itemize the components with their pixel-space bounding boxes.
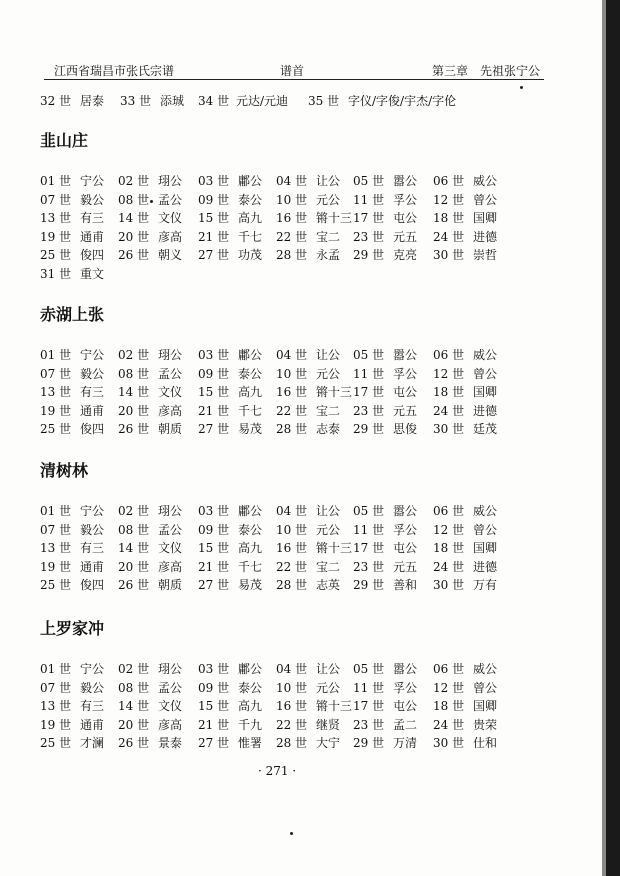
ancestor-name: 国卿: [473, 699, 498, 714]
header-chapter: 第三章 先祖张宁公: [431, 64, 540, 78]
ancestor-name: 嚣公: [393, 504, 418, 518]
ancestor-name: 添珹: [160, 94, 185, 108]
generation-number: 15 世: [198, 699, 230, 714]
ancestor-name: 朝质: [158, 422, 183, 437]
ancestor-name: 锵十三: [316, 699, 353, 714]
print-speck: [290, 832, 293, 835]
generation-number: 08 世: [118, 192, 150, 207]
section-heading: 韭山庄: [40, 131, 89, 150]
ancestor-name: 俊四: [80, 578, 105, 593]
ancestor-name: 孟二: [393, 717, 418, 732]
ancestor-name: 克亮: [393, 248, 418, 263]
ancestor-name: 易茂: [238, 422, 263, 437]
generation-number: 07 世: [40, 522, 72, 537]
generation-number: 09 世: [198, 366, 230, 381]
generation-row: [40, 697, 560, 715]
ancestor-name: 威公: [473, 174, 498, 188]
generation-row: [40, 191, 560, 209]
ancestor-name: 崇哲: [473, 248, 498, 263]
generation-number: 12 世: [433, 522, 465, 537]
generation-number: 04 世: [276, 504, 308, 518]
generation-number: 32 世: [40, 94, 72, 108]
generation-number: 17 世: [353, 541, 385, 556]
generation-number: 24 世: [433, 403, 465, 418]
ancestor-name: 泰公: [238, 192, 263, 207]
generation-number: 20 世: [118, 559, 150, 574]
ancestor-name: 孚公: [393, 192, 418, 207]
ancestor-name: 曾公: [473, 680, 498, 695]
generation-number: 17 世: [353, 699, 385, 714]
generation-number: 28 世: [276, 248, 308, 263]
ancestor-name: 重文: [80, 267, 105, 281]
generation-number: 05 世: [353, 348, 385, 362]
ancestor-name: 让公: [316, 504, 341, 518]
generation-row: [40, 92, 560, 110]
generation-number: 25 世: [40, 578, 72, 593]
ancestor-name: 嚣公: [393, 174, 418, 188]
ancestor-name: 让公: [316, 174, 341, 188]
ancestor-name: 嚣公: [393, 662, 418, 676]
ancestor-name: 仕和: [473, 736, 498, 751]
ancestor-name: 宁公: [80, 662, 105, 676]
ancestor-name: 易茂: [238, 578, 263, 593]
ancestor-name: 威公: [473, 348, 498, 362]
generation-number: 07 世: [40, 192, 72, 207]
ancestor-name: 珝公: [158, 174, 183, 188]
generation-number: 02 世: [118, 174, 150, 188]
ancestor-name: 高九: [238, 211, 263, 226]
ancestor-name: 有三: [80, 385, 105, 400]
ancestor-name: 元五: [393, 229, 418, 244]
generation-number: 01 世: [40, 174, 72, 188]
generation-number: 01 世: [40, 348, 72, 362]
ancestor-name: 俊四: [80, 248, 105, 263]
generation-number: 09 世: [198, 522, 230, 537]
generation-number: 27 世: [198, 736, 230, 751]
ancestor-name: 曾公: [473, 192, 498, 207]
ancestor-name: 屯公: [393, 541, 418, 556]
generation-number: 14 世: [118, 699, 150, 714]
ancestor-name: 泰公: [238, 366, 263, 381]
generation-number: 16 世: [276, 211, 308, 226]
generation-row: [40, 502, 560, 520]
ancestor-name: 有三: [80, 211, 105, 226]
generation-number: 08 世: [118, 366, 150, 381]
ancestor-name: 彦高: [158, 717, 183, 732]
generation-row: [40, 679, 560, 697]
generation-row: [40, 716, 560, 734]
ancestor-name: 千七: [238, 229, 263, 244]
ancestor-name: 让公: [316, 662, 341, 676]
ancestor-name: 屯公: [393, 211, 418, 226]
generation-number: 07 世: [40, 366, 72, 381]
generation-number: 03 世: [198, 348, 230, 362]
generation-number: 26 世: [118, 422, 150, 437]
ancestor-name: 鄘公: [238, 174, 263, 188]
generation-number: 19 世: [40, 403, 72, 418]
generation-number: 22 世: [276, 403, 308, 418]
generation-number: 25 世: [40, 422, 72, 437]
generation-number: 04 世: [276, 348, 308, 362]
ancestor-name: 孟公: [158, 680, 183, 695]
ancestor-name: 泰公: [238, 680, 263, 695]
ancestor-name: 万有: [473, 578, 498, 593]
ancestor-name: 宁公: [80, 348, 105, 362]
ancestor-name: 居泰: [80, 94, 105, 108]
ancestor-name: 屯公: [393, 699, 418, 714]
ancestor-name: 进德: [473, 229, 498, 244]
ancestor-name: 泰公: [238, 522, 263, 537]
generation-number: 13 世: [40, 699, 72, 714]
ancestor-name: 孚公: [393, 522, 418, 537]
ancestor-name: 宁公: [80, 174, 105, 188]
ancestor-name: 元公: [316, 680, 341, 695]
header-section: 谱首: [280, 64, 305, 78]
generation-number: 05 世: [353, 662, 385, 676]
generation-number: 17 世: [353, 211, 385, 226]
ancestor-name: 国卿: [473, 385, 498, 400]
ancestor-name: 孚公: [393, 680, 418, 695]
generation-number: 17 世: [353, 385, 385, 400]
generation-number: 30 世: [433, 248, 465, 263]
ancestor-name: 高九: [238, 385, 263, 400]
generation-row: [40, 539, 560, 557]
generation-number: 29 世: [353, 736, 385, 751]
ancestor-name: 元公: [316, 366, 341, 381]
generation-number: 33 世: [120, 94, 152, 108]
ancestor-name: 锵十三: [316, 541, 353, 556]
header-book-title: 江西省瑞昌市张氏宗谱: [54, 64, 175, 78]
generation-number: 18 世: [433, 541, 465, 556]
generation-number: 29 世: [353, 422, 385, 437]
generation-number: 12 世: [433, 680, 465, 695]
generation-number: 15 世: [198, 385, 230, 400]
generation-number: 19 世: [40, 559, 72, 574]
ancestor-name: 有三: [80, 699, 105, 714]
generation-row: [40, 521, 560, 539]
ancestor-name: 毅公: [80, 522, 105, 537]
ancestor-name: 景泰: [158, 736, 183, 751]
generation-number: 27 世: [198, 578, 230, 593]
ancestor-name: 曾公: [473, 522, 498, 537]
generation-number: 30 世: [433, 578, 465, 593]
generation-row: [40, 402, 560, 420]
ancestor-name: 宁公: [80, 504, 105, 518]
ancestor-name: 才澜: [80, 736, 105, 751]
generation-number: 12 世: [433, 192, 465, 207]
generation-number: 23 世: [353, 403, 385, 418]
generation-number: 06 世: [433, 348, 465, 362]
generation-number: 23 世: [353, 229, 385, 244]
generation-number: 13 世: [40, 211, 72, 226]
ancestor-name: 千七: [238, 403, 263, 418]
generation-row: [40, 558, 560, 576]
generation-number: 15 世: [198, 541, 230, 556]
generation-row: [40, 265, 560, 283]
generation-number: 19 世: [40, 717, 72, 732]
ancestor-name: 让公: [316, 348, 341, 362]
ancestor-name: 进德: [473, 403, 498, 418]
ancestor-name: 元五: [393, 403, 418, 418]
ancestor-name: 千七: [238, 559, 263, 574]
generation-number: 14 世: [118, 385, 150, 400]
ancestor-name: 珝公: [158, 348, 183, 362]
generation-number: 21 世: [198, 559, 230, 574]
ancestor-name: 宝二: [316, 229, 341, 244]
page-header: [44, 60, 540, 80]
generation-number: 27 世: [198, 248, 230, 263]
generation-number: 27 世: [198, 422, 230, 437]
generation-number: 10 世: [276, 192, 308, 207]
ancestor-name: 善和: [393, 578, 418, 593]
ancestor-name: 万清: [393, 736, 418, 751]
generation-number: 30 世: [433, 736, 465, 751]
ancestor-name: 彦高: [158, 403, 183, 418]
section-heading: 上罗家冲: [40, 619, 105, 638]
ancestor-name: 孟公: [158, 366, 183, 381]
generation-number: 09 世: [198, 680, 230, 695]
generation-row: [40, 346, 560, 364]
generation-row: [40, 734, 560, 752]
ancestor-name: 元公: [316, 522, 341, 537]
generation-number: 29 世: [353, 578, 385, 593]
ancestor-name: 孟公: [158, 192, 183, 207]
section-heading: 赤湖上张: [40, 305, 105, 324]
generation-number: 08 世: [118, 680, 150, 695]
generation-number: 25 世: [40, 736, 72, 751]
generation-number: 29 世: [353, 248, 385, 263]
generation-number: 22 世: [276, 559, 308, 574]
ancestor-name: 国卿: [473, 541, 498, 556]
ancestor-name: 志英: [316, 578, 341, 593]
generation-number: 20 世: [118, 717, 150, 732]
ancestor-name: 孟公: [158, 522, 183, 537]
generation-number: 16 世: [276, 699, 308, 714]
generation-number: 24 世: [433, 559, 465, 574]
generation-number: 31 世: [40, 267, 72, 281]
ancestor-name: 惟署: [238, 736, 263, 751]
ancestor-name: 通甫: [80, 229, 105, 244]
ancestor-name: 文仪: [158, 385, 183, 400]
ancestor-name: 毅公: [80, 366, 105, 381]
generation-row: [40, 172, 560, 190]
header-rule: [44, 79, 544, 80]
ancestor-name: 有三: [80, 541, 105, 556]
ancestor-name: 通甫: [80, 403, 105, 418]
ancestor-name: 进德: [473, 559, 498, 574]
ancestor-name: 毅公: [80, 192, 105, 207]
generation-number: 05 世: [353, 504, 385, 518]
generation-row: [40, 209, 560, 227]
generation-row: [40, 660, 560, 678]
ancestor-name: 文仪: [158, 211, 183, 226]
generation-number: 24 世: [433, 229, 465, 244]
generation-number: 16 世: [276, 385, 308, 400]
generation-number: 34 世: [198, 94, 230, 108]
ancestor-name: 锵十三: [316, 211, 353, 226]
generation-number: 28 世: [276, 422, 308, 437]
ancestor-name: 国卿: [473, 211, 498, 226]
generation-number: 10 世: [276, 522, 308, 537]
generation-row: [40, 576, 560, 594]
generation-number: 11 世: [353, 680, 385, 695]
ancestor-name: 屯公: [393, 385, 418, 400]
ancestor-name: 俊四: [80, 422, 105, 437]
ancestor-name: 千九: [238, 717, 263, 732]
generation-number: 12 世: [433, 366, 465, 381]
generation-number: 11 世: [353, 192, 385, 207]
generation-number: 03 世: [198, 504, 230, 518]
ancestor-name: 鄘公: [238, 662, 263, 676]
ancestor-name: 鄘公: [238, 348, 263, 362]
ancestor-name: 志泰: [316, 422, 341, 437]
generation-number: 14 世: [118, 211, 150, 226]
ancestor-name: 继贤: [316, 717, 341, 732]
ancestor-name: 元五: [393, 559, 418, 574]
ancestor-name: 珝公: [158, 662, 183, 676]
generation-number: 01 世: [40, 504, 72, 518]
generation-number: 04 世: [276, 662, 308, 676]
generation-number: 13 世: [40, 385, 72, 400]
generation-row: [40, 420, 560, 438]
generation-number: 10 世: [276, 680, 308, 695]
ancestor-name: 通甫: [80, 559, 105, 574]
print-speck: [520, 86, 523, 89]
generation-number: 18 世: [433, 385, 465, 400]
generation-number: 08 世: [118, 522, 150, 537]
generation-number: 02 世: [118, 662, 150, 676]
generation-number: 15 世: [198, 211, 230, 226]
generation-number: 16 世: [276, 541, 308, 556]
ancestor-name: 文仪: [158, 699, 183, 714]
generation-number: 28 世: [276, 578, 308, 593]
generation-number: 06 世: [433, 662, 465, 676]
ancestor-name: 孚公: [393, 366, 418, 381]
generation-number: 21 世: [198, 717, 230, 732]
ancestor-name: 曾公: [473, 366, 498, 381]
generation-number: 30 世: [433, 422, 465, 437]
generation-number: 26 世: [118, 248, 150, 263]
generation-number: 21 世: [198, 229, 230, 244]
generation-number: 19 世: [40, 229, 72, 244]
generation-number: 35 世: [308, 94, 340, 108]
generation-number: 01 世: [40, 662, 72, 676]
generation-number: 20 世: [118, 229, 150, 244]
generation-number: 11 世: [353, 522, 385, 537]
ancestor-name: 鄘公: [238, 504, 263, 518]
generation-number: 18 世: [433, 699, 465, 714]
generation-number: 18 世: [433, 211, 465, 226]
ancestor-name: 贵荣: [473, 717, 498, 732]
generation-number: 13 世: [40, 541, 72, 556]
generation-number: 02 世: [118, 348, 150, 362]
section-heading: 清树林: [40, 461, 89, 480]
generation-number: 26 世: [118, 736, 150, 751]
generation-number: 20 世: [118, 403, 150, 418]
generation-number: 03 世: [198, 662, 230, 676]
generation-row: [40, 383, 560, 401]
ancestor-name: 思俊: [393, 422, 418, 437]
ancestor-name: 通甫: [80, 717, 105, 732]
generation-number: 23 世: [353, 559, 385, 574]
ancestor-name: 字仪/字俊/宇杰/字伦: [348, 94, 457, 108]
ancestor-name: 彦高: [158, 229, 183, 244]
ancestor-name: 功茂: [238, 248, 263, 263]
ancestor-name: 元公: [316, 192, 341, 207]
generation-row: [40, 228, 560, 246]
generation-number: 04 世: [276, 174, 308, 188]
ancestor-name: 永孟: [316, 248, 341, 263]
ancestor-name: 朝义: [158, 248, 183, 263]
ancestor-name: 高九: [238, 541, 263, 556]
ancestor-name: 锵十三: [316, 385, 353, 400]
ancestor-name: 毅公: [80, 680, 105, 695]
ancestor-name: 元达/元迪: [236, 94, 289, 108]
ancestor-name: 廷茂: [473, 422, 498, 437]
ancestor-name: 高九: [238, 699, 263, 714]
generation-number: 24 世: [433, 717, 465, 732]
generation-number: 06 世: [433, 504, 465, 518]
generation-number: 25 世: [40, 248, 72, 263]
ancestor-name: 文仪: [158, 541, 183, 556]
generation-number: 09 世: [198, 192, 230, 207]
ancestor-name: 彦高: [158, 559, 183, 574]
generation-number: 22 世: [276, 229, 308, 244]
ancestor-name: 嚣公: [393, 348, 418, 362]
ancestor-name: 宝二: [316, 403, 341, 418]
print-speck: [150, 200, 153, 203]
binding-spine: [606, 0, 620, 876]
generation-row: [40, 246, 560, 264]
ancestor-name: 威公: [473, 504, 498, 518]
generation-number: 26 世: [118, 578, 150, 593]
ancestor-name: 大宁: [316, 736, 341, 751]
generation-number: 21 世: [198, 403, 230, 418]
generation-number: 22 世: [276, 717, 308, 732]
generation-number: 05 世: [353, 174, 385, 188]
generation-number: 02 世: [118, 504, 150, 518]
generation-number: 03 世: [198, 174, 230, 188]
generation-number: 23 世: [353, 717, 385, 732]
ancestor-name: 威公: [473, 662, 498, 676]
page-number: · 271 ·: [258, 764, 297, 778]
ancestor-name: 珝公: [158, 504, 183, 518]
generation-number: 06 世: [433, 174, 465, 188]
generation-number: 14 世: [118, 541, 150, 556]
generation-number: 28 世: [276, 736, 308, 751]
generation-number: 10 世: [276, 366, 308, 381]
ancestor-name: 朝质: [158, 578, 183, 593]
generation-number: 11 世: [353, 366, 385, 381]
generation-row: [40, 365, 560, 383]
ancestor-name: 宝二: [316, 559, 341, 574]
generation-number: 07 世: [40, 680, 72, 695]
